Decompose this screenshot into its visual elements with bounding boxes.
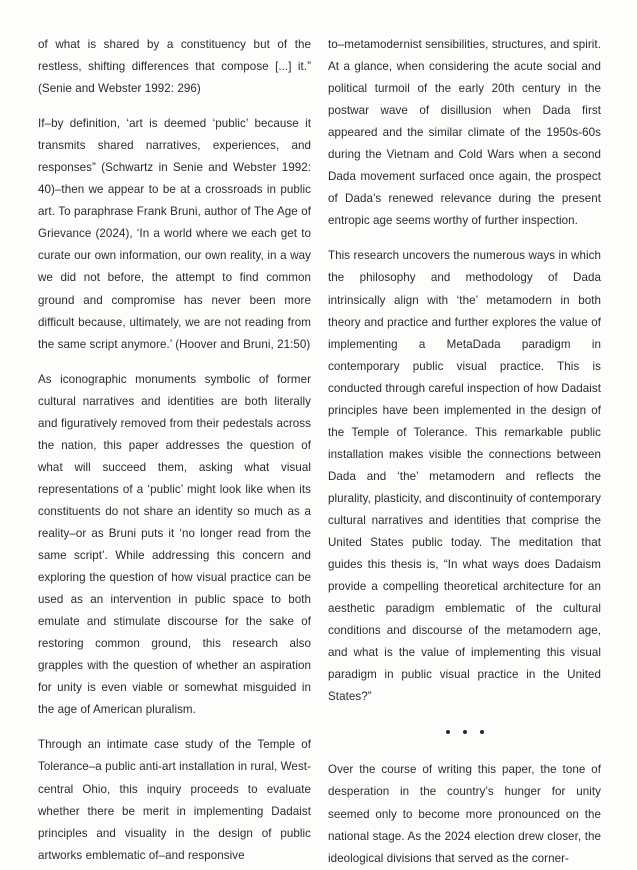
paragraph: of what is shared by a constituency but of the restless, shifting differences that compose [...] it.” (Senie and Webster 1992: 296) — [38, 38, 311, 96]
separator-dot — [463, 730, 467, 734]
paragraph: Through an intimate case study of the Temple of Tolerance–a public anti-art installation in rural, West-central Ohio, this inquiry proceeds to evaluate whether there be merit in implementing Dadaist principles and visuality in the design of public artworks emblematic of–and responsive — [38, 738, 311, 862]
two-column-body — [38, 34, 601, 865]
separator-dot — [480, 730, 484, 734]
paragraph: to–metamodernist sensibilities, structures, and spirit. At a glance, when considering the acute social and political turmoil of the early 20th century in the postwar wave of disillusion when Dada first appeared and the similar climate of the 1950s-60s during the Vietnam and Cold Wars when a second Dada movement surfaced once again, the prospect of Dada’s renewed relevance during the present entropic age seems worthy of further inspection. — [328, 38, 601, 228]
paragraph: Over the course of writing this paper, the tone of desperation in the country’s hunger for unity seemed only to become more pronounced on the national stage. As the 2024 election drew closer, the ideological divisions that served as the corner- — [328, 763, 601, 865]
right-column — [328, 34, 601, 870]
paragraph: If–by definition, ‘art is deemed ‘public’ because it transmits shared narratives, experiences, and responses” (Schwartz in Senie and Webster 1992: 40)–then we appear to be at a crossroads in public art. To paraphrase Frank Bruni, author of The Age of Grievance (2024), ‘In a world where we each get to curate our own information, our own reality, in a way we did not before, the attempt to find common ground and compromise has never been more difficult because, ultimately, we are not reading from the same script anymore.’ (Hoover and Bruni, 21:50) — [38, 117, 311, 351]
paragraph: As iconographic monuments symbolic of former cultural narratives and identities are both literally and figuratively removed from their pedestals across the nation, this paper addresses the question of what will succeed them, asking what visual representations of a ‘public’ might look like when its constituents do not share an identity so much as a reality–or as Bruni puts it ‘no longer read from the same script’. While addressing this concern and exploring the question of how visual practice can be used as an intervention in public space to both emulate and stimulate discourse for the sake of restoring common ground, this research also grapples with the question of whether an aspiration for unity is even viable or somewhat misguided in the age of American pluralism. — [38, 372, 311, 717]
three-dot-section-break — [328, 726, 601, 738]
separator-dot — [446, 730, 450, 734]
left-column — [38, 34, 311, 867]
paragraph: This research uncovers the numerous ways in which the philosophy and methodology of Dada intrinsically align with ‘the’ metamodern in both theory and practice and further explores the value of implementing a MetaDada paradigm in contemporary public visual practice. This is conducted through careful inspection of how Dadaist principles have been implemented in the design of the Temple of Tolerance. This remarkable public installation makes visible the connections between Dada and ‘the’ metamodern and reflects the plurality, plasticity, and discontinuity of contemporary cultural narratives and identities that comprise the United States public today. The meditation that guides this thesis is, “In what ways does Dadaism provide a compelling theoretical architecture for an aesthetic paradigm emblematic of the cultural conditions and discourse of the metamodern age, and what is the value of implementing this visual paradigm in public visual practice in the United States?” — [328, 249, 601, 704]
